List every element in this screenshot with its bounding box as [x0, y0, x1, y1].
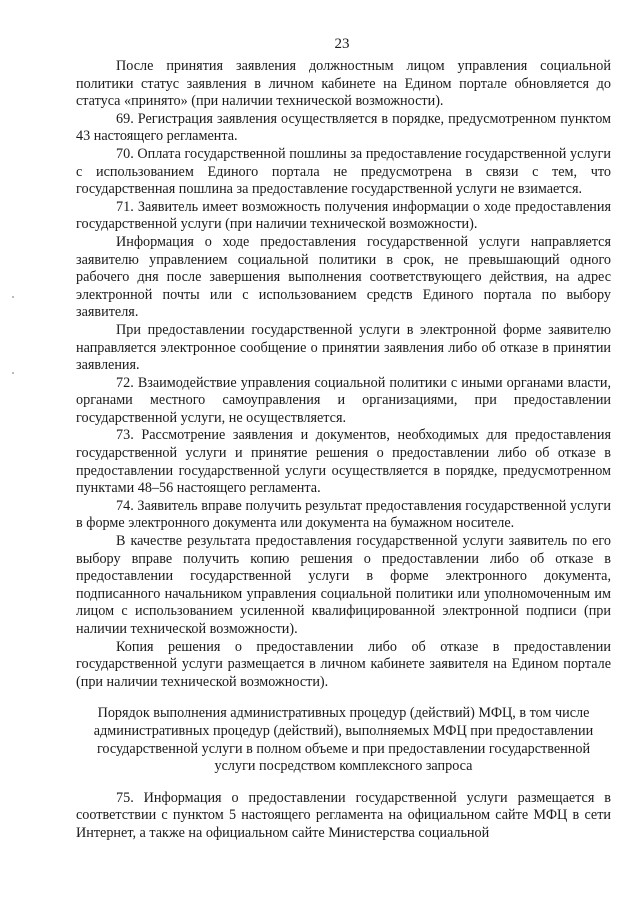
paragraph-75: 75. Информация о предоставлении государственной услуги размещается в соответствии с пунктом 5 настоящего регламента на официальном сайте МФЦ в сети Интернет, а также на официальном сайте Министерства социальной	[76, 789, 611, 841]
paragraph-70: 70. Оплата государственной пошлины за предоставление государственной услуги с использованием Единого портала не предусмотрена в связи с тем, что государственная пошлина за предоставление государственной услуги не взимается.	[76, 145, 611, 198]
paragraph-copy-decision: Копия решения о предоставлении либо об отказе в предоставлении государственной услуги размещается в личном кабинете заявителя на Едином портале (при наличии технической возможности).	[76, 638, 611, 690]
document-body	[76, 58, 611, 843]
section-heading-mfc: Порядок выполнения административных процедур (действий) МФЦ, в том числе административных процедур (действий), выполняемых МФЦ при предоставлении государственной услуги в полном объеме и при предоставлении государственной услуги посредством комплексного запроса	[93, 705, 594, 775]
paragraph-result-choice: В качестве результата предоставления государственной услуги заявитель по его выбору вправе получить копию решения о предоставлении либо об отказе в предоставлении государственной услуги в форме электронного документа, подписанного начальником управления социальной политики или уполномоченным им лицом с использованием усиленной квалифицированной электронной подписи (при наличии технической возможности).	[76, 533, 611, 637]
paragraph-73: 73. Рассмотрение заявления и документов, необходимых для предоставления государственной услуги и принятие решения о предоставлении либо об отказе в предоставлении государственной услуги осуществляется в порядке, предусмотренном пунктами 48–56 настоящего регламента.	[76, 427, 611, 497]
margin-speck	[12, 296, 14, 298]
paragraph-74: 74. Заявитель вправе получить результат предоставления государственной услуги в форме электронного документа или документа на бумажном носителе.	[76, 497, 611, 532]
paragraph-info-progress: Информация о ходе предоставления государственной услуги направляется заявителю управлением социальной политики в срок, не превышающий одного рабочего дня после завершения выполнения соответствующего действия, на адрес электронной почты или с использованием средств Единого портала по выбору заявителя.	[76, 233, 611, 321]
margin-speck	[12, 372, 14, 374]
paragraph-69: 69. Регистрация заявления осуществляется в порядке, предусмотренном пунктом 43 настоящего регламента.	[76, 110, 611, 145]
page-number: 23	[334, 36, 350, 52]
paragraph-status-update: После принятия заявления должностным лицом управления социальной политики статус заявления в личном кабинете на Едином портале обновляется до статуса «принято» (при наличии технической возможности).	[76, 58, 611, 110]
paragraph-71: 71. Заявитель имеет возможность получения информации о ходе предоставления государственной услуги (при наличии технической возможности).	[76, 198, 611, 233]
paragraph-72: 72. Взаимодействие управления социальной политики с иными органами власти, органами местного самоуправления и организациями, при предоставлении государственной услуги, не осуществляется.	[76, 374, 611, 426]
paragraph-electronic-message: При предоставлении государственной услуги в электронной форме заявителю направляется электронное сообщение о принятии заявления либо об отказе в принятии заявления.	[76, 321, 611, 374]
